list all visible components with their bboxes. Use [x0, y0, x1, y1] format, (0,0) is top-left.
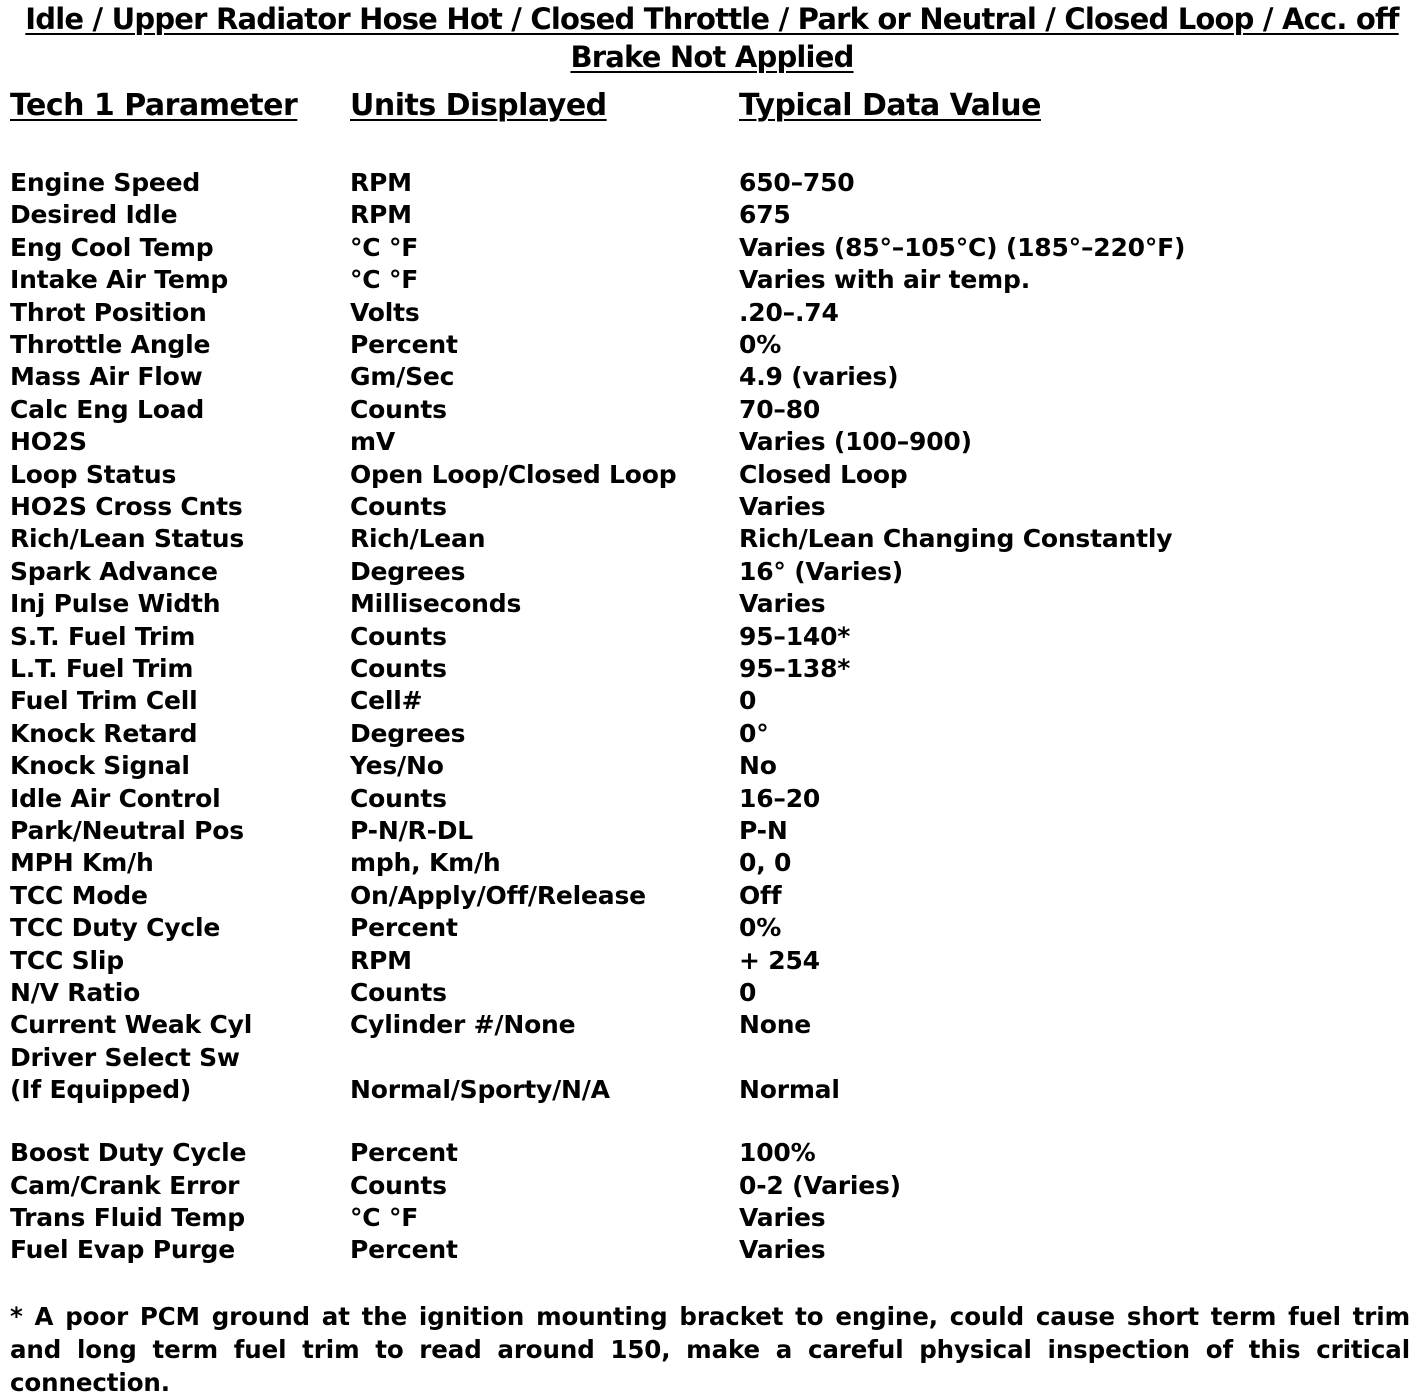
parameter-cell: HO2S Cross Cnts — [10, 492, 243, 521]
parameter-cell: TCC Duty Cycle — [10, 913, 221, 943]
units-cell: Cylinder #/None — [350, 1010, 576, 1040]
table-row — [0, 524, 1424, 556]
table-row — [0, 1138, 1424, 1170]
units-cell: Milliseconds — [350, 589, 522, 619]
units-cell: Yes/No — [350, 751, 444, 781]
units-cell: Counts — [350, 654, 447, 683]
parameter-cell: Knock Signal — [10, 751, 190, 781]
value-cell: 70–80 — [739, 394, 821, 424]
parameter-cell: Engine Speed — [10, 168, 201, 197]
parameter-cell: Park/Neutral Pos — [10, 816, 244, 845]
units-cell: Open Loop/Closed Loop — [350, 459, 677, 489]
value-cell: Varies with air temp. — [739, 265, 1031, 295]
page-subtitle: Brake Not Applied — [570, 40, 854, 74]
footnote: * A poor PCM ground at the ignition mounting bracket to engine, could cause short term fuel trim and long term fuel trim to read around 150, make a careful physical inspection of this critical connection. — [10, 1302, 1410, 1397]
value-cell: Varies (85°–105°C) (185°–220°F) — [739, 232, 1186, 262]
value-cell: Off — [739, 880, 782, 910]
table-row — [0, 233, 1424, 265]
value-cell: 0° — [739, 718, 769, 748]
table-row — [0, 654, 1424, 686]
units-cell: °C °F — [350, 232, 419, 262]
units-cell: Volts — [350, 297, 420, 327]
parameter-cell: L.T. Fuel Trim — [10, 654, 194, 683]
value-cell: 95–138* — [739, 654, 851, 683]
table-row — [0, 200, 1424, 232]
units-cell: Rich/Lean — [350, 524, 486, 554]
units-cell: Counts — [350, 621, 447, 651]
parameter-cell: Desired Idle — [10, 200, 178, 230]
units-cell: On/Apply/Off/Release — [350, 880, 646, 910]
value-cell: Varies — [739, 492, 826, 521]
value-cell: Varies — [739, 589, 826, 619]
value-cell: 16° (Varies) — [739, 556, 904, 586]
table-row — [0, 362, 1424, 394]
parameter-cell: Inj Pulse Width — [10, 589, 221, 619]
table-row — [0, 1043, 1424, 1075]
units-cell: Counts — [350, 394, 447, 424]
table-row — [0, 168, 1424, 200]
value-cell: + 254 — [739, 945, 820, 975]
units-cell: Cell# — [350, 686, 423, 716]
parameter-cell: Fuel Trim Cell — [10, 686, 198, 716]
units-cell: Normal/Sporty/N/A — [350, 1075, 610, 1105]
page-title: Idle / Upper Radiator Hose Hot / Closed Throttle / Park or Neutral / Closed Loop / Acc. off — [25, 2, 1399, 36]
units-cell: Counts — [350, 978, 447, 1007]
table-row — [0, 946, 1424, 978]
value-cell: 0% — [739, 330, 782, 359]
parameter-cell: Knock Retard — [10, 718, 198, 748]
units-cell: RPM — [350, 200, 412, 230]
parameter-cell: Trans Fluid Temp — [10, 1203, 245, 1232]
parameter-cell: Throttle Angle — [10, 330, 211, 359]
value-cell: 0 — [739, 686, 757, 716]
units-cell: Counts — [350, 783, 447, 813]
parameter-cell: Mass Air Flow — [10, 362, 203, 392]
table-row — [0, 1010, 1424, 1042]
units-cell: Percent — [350, 1138, 458, 1168]
value-cell: 16–20 — [739, 783, 821, 813]
table-row — [0, 848, 1424, 880]
units-cell: Percent — [350, 1235, 458, 1265]
value-cell: No — [739, 751, 777, 781]
value-cell: 95–140* — [739, 621, 851, 651]
table-row — [0, 784, 1424, 816]
table-row — [0, 1203, 1424, 1235]
value-cell: 650–750 — [739, 168, 855, 197]
parameter-cell: N/V Ratio — [10, 978, 141, 1007]
table-row — [0, 978, 1424, 1010]
table-row — [0, 1235, 1424, 1267]
value-cell: Normal — [739, 1075, 840, 1105]
units-cell: Gm/Sec — [350, 362, 455, 392]
value-cell: None — [739, 1010, 812, 1040]
value-cell: Rich/Lean Changing Constantly — [739, 524, 1173, 554]
units-cell: mph, Km/h — [350, 848, 501, 878]
parameter-cell: Idle Air Control — [10, 783, 221, 813]
table-row — [0, 881, 1424, 913]
parameter-cell: Driver Select Sw — [10, 1042, 240, 1072]
table-row — [0, 330, 1424, 362]
value-cell: 0 — [739, 978, 757, 1007]
value-cell: Closed Loop — [739, 459, 908, 489]
value-cell: 4.9 (varies) — [739, 362, 899, 392]
parameter-cell: Intake Air Temp — [10, 265, 229, 295]
parameter-cell: TCC Mode — [10, 880, 148, 910]
table-row — [0, 298, 1424, 330]
table-row — [0, 265, 1424, 297]
value-cell: .20–.74 — [739, 297, 839, 327]
parameter-cell: Cam/Crank Error — [10, 1170, 240, 1200]
value-cell: 675 — [739, 200, 791, 230]
parameter-cell: Rich/Lean Status — [10, 524, 245, 554]
value-cell: Varies — [739, 1203, 826, 1232]
table-row — [0, 460, 1424, 492]
value-cell: Varies (100–900) — [739, 427, 972, 457]
parameter-cell: HO2S — [10, 427, 87, 457]
value-cell: 100% — [739, 1138, 816, 1168]
parameter-cell: MPH Km/h — [10, 848, 154, 878]
units-cell: P-N/R-DL — [350, 816, 474, 845]
units-cell: Counts — [350, 492, 447, 521]
value-cell: 0% — [739, 913, 782, 943]
parameter-cell: Calc Eng Load — [10, 394, 205, 424]
column-header-parameter: Tech 1 Parameter — [10, 88, 298, 123]
table-row — [0, 589, 1424, 621]
table-row — [0, 395, 1424, 427]
units-cell: °C °F — [350, 265, 419, 295]
table-row — [0, 1171, 1424, 1203]
table-row — [0, 913, 1424, 945]
value-cell: P-N — [739, 816, 788, 845]
parameter-cell: Boost Duty Cycle — [10, 1138, 247, 1168]
table-row — [0, 557, 1424, 589]
units-cell: RPM — [350, 168, 412, 197]
parameter-cell: Spark Advance — [10, 556, 218, 586]
units-cell: Percent — [350, 330, 458, 359]
table-row — [0, 492, 1424, 524]
value-cell: Varies — [739, 1235, 826, 1265]
value-cell: 0-2 (Varies) — [739, 1170, 901, 1200]
table-row — [0, 622, 1424, 654]
parameter-cell: (If Equipped) — [10, 1075, 192, 1105]
parameter-cell: TCC Slip — [10, 945, 124, 975]
units-cell: Degrees — [350, 556, 466, 586]
units-cell: Percent — [350, 913, 458, 943]
parameter-cell: Loop Status — [10, 459, 177, 489]
table-row — [0, 751, 1424, 783]
units-cell: RPM — [350, 945, 412, 975]
parameter-cell: S.T. Fuel Trim — [10, 621, 196, 651]
units-cell: Counts — [350, 1170, 447, 1200]
value-cell: 0, 0 — [739, 848, 792, 878]
table-row — [0, 719, 1424, 751]
parameter-cell: Eng Cool Temp — [10, 232, 214, 262]
table-row — [0, 1075, 1424, 1107]
units-cell: °C °F — [350, 1203, 419, 1232]
column-header-units: Units Displayed — [350, 88, 607, 123]
parameter-cell: Current Weak Cyl — [10, 1010, 253, 1040]
table-row — [0, 686, 1424, 718]
parameter-cell: Throt Position — [10, 297, 207, 327]
units-cell: mV — [350, 427, 395, 457]
units-cell: Degrees — [350, 718, 466, 748]
column-header-typical-value: Typical Data Value — [739, 88, 1041, 123]
table-row — [0, 427, 1424, 459]
parameter-cell: Fuel Evap Purge — [10, 1235, 236, 1265]
table-row — [0, 816, 1424, 848]
